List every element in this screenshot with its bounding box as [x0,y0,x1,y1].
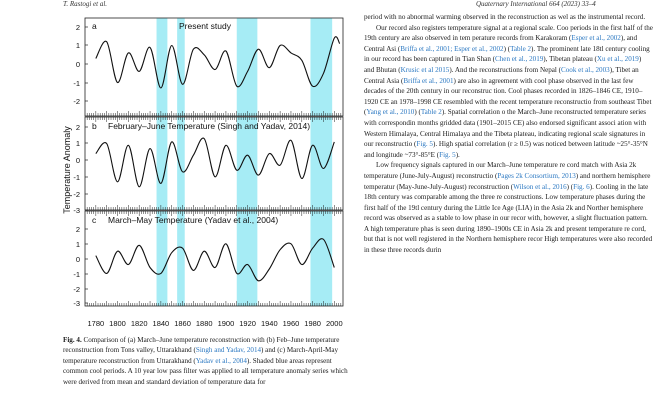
x-tick-label: 1940 [260,319,278,328]
y-tick-label: 2 [75,23,80,32]
cool-period-band [310,211,332,306]
x-tick-label: 2000 [325,319,343,328]
y-tick-label: -1 [73,173,80,182]
figure-link[interactable]: Fig. 5 [439,150,456,159]
citation-link[interactable]: Briffa et al., 2001 [403,76,454,85]
cool-period-band [237,18,258,116]
series-lines [96,37,340,281]
citation-link[interactable]: Yang et al., 2010 [366,108,415,117]
x-tick-label: 1800 [109,319,126,328]
body-text-column [364,12,653,404]
y-axis-label: Temperature Anomaly [62,126,72,214]
cool-period-band [237,211,258,306]
caption-label: Fig. 4. [63,336,82,344]
x-tick-label: 1880 [195,319,213,328]
y-tick-label: -3 [73,206,80,215]
citation-link[interactable]: Pages 2k Consortium, 2013 [497,171,576,180]
x-tick-label: 1900 [217,319,235,328]
x-tick-label: 1960 [282,319,300,328]
cool-period-band [177,18,185,116]
citation-link[interactable]: Briffa et al., 2001; Esper et al., 2002 [400,44,504,53]
y-tick-label: -1 [73,79,80,88]
paragraph: Low frequency signals captured in our March–June temperature re cord match with Asia 2k temperature (June-July-August) reconstructio (Pages 2k Consortium, 2013) and northern hemisphere temperatur (May-June-July-August) reconstruction (Wilson et al., 2016) (Fig. 6). Cooling in the late 18th century was comparable among the three re constructions. Low temperature phases during the first half of the 19tl century during the Little Ice Age (LIA) in the Asia 2k and Norther hemisphere record was observed as a stable to low phase in our recor with, however, a slight fluctuation pattern. A high temperature phas is seen during 1890–1900s CE in Asia 2k and present temperature re cord, but that is not well registered in the Northern hemisphere recor High temperatures were also recorded in these three records durin [364,161,653,255]
panel-labels [73,21,310,308]
x-tick-label: 1920 [239,319,256,328]
panel-title: March–May Temperature (Yadav et al., 2004) [108,215,279,225]
y-tick-label: -2 [73,190,80,199]
y-tick-label: 0 [75,60,80,69]
citation-link[interactable]: Xu et al., 2019 [596,55,639,64]
figure-link[interactable]: Fig. 6 [573,182,590,191]
cool-period-band [310,18,332,116]
cool-period-shading [157,18,333,306]
series-line [96,37,340,88]
panel-letter: b [92,121,97,131]
y-tick-label: 1 [75,139,80,148]
running-header-journal: Quaternary International 664 (2023) 33–4 [476,0,596,8]
table-link[interactable]: Table 2 [510,44,532,53]
y-tick-label: -1 [73,270,80,279]
panel-letter: a [92,21,97,31]
paragraph: Our record also registers temperature signal at a regional scale. Coo periods in the first half of the 19th century are also observed in tem perature records from Karakoram (Esper et al., 2002), and Central Asi (Briffa et al., 2001; Esper et al., 2002) (Table 2). The prominent late 18tl century cooling in our record has been captured in Tian Shan (Chen et al., 2019), Tibetan plateau (Xu et al., 2019) and Bhutan (Krusic et al 2015). And the reconstructions from Nepal (Cook et al., 2003), Tibet an Central Asia (Briffa et al., 2001) are also in agreement with cool phase observed in the last few decades of the 20th century in our reconstruc tion. Cool phases recorded in 1826–1846 CE, 1910–1920 CE an 1978–1998 CE resembled with the recent temperature reconstructio from southeast Tibet (Yang et al., 2010) (Table 2). Spatial correlation o the March–June reconstructed temperature series with correspondin months gridded data (1901–2015 CE) also endorsed significant associ ation with Western Himalaya, Central Himalaya and the Tibeta plateau, indicating regional scale signatures in our reconstructio (Fig. 5). High spatial correlation (r ≥ 0.5) was noticed between latitude ~25°-35°N and longitude ~73°-85°E (Fig. 5). [364,23,653,159]
temperature-comparison-figure [0,0,360,334]
x-tick-label: 1980 [304,319,321,328]
y-tick-label: 1 [75,240,80,249]
citation-link[interactable]: Chen et al., 2019 [495,55,544,64]
x-tick-label: 1780 [87,319,105,328]
panel-title: Present study [179,21,231,31]
y-tick-label: 0 [75,255,80,264]
citation-link[interactable]: Cook et al., 2003 [561,65,610,74]
citation-link[interactable]: Krusic et al 2015 [400,65,450,74]
citation-link[interactable]: Esper et al., 2002 [571,34,621,43]
y-tick-label: 0 [75,156,80,165]
y-tick-label: 2 [75,225,80,234]
y-tick-label: 1 [75,41,80,50]
x-tick-label: 1860 [174,319,191,328]
x-tick-label: 1840 [152,319,170,328]
table-link[interactable]: Table 2 [420,108,442,117]
series-line [96,239,334,281]
cool-period-band [310,117,332,210]
paragraph: period with no abnormal warming observed in the reconstruction as wel as the instrumental record. [364,13,646,21]
running-header-author: T. Rastogi et al. [63,0,108,8]
series-line [96,138,334,187]
cool-period-band [177,211,185,306]
y-tick-label: 2 [75,123,80,132]
x-tick-label: 1820 [130,319,148,328]
x-axis-tick-labels [87,319,342,328]
caption-citation-link[interactable]: Singh and Yadav, 2014 [195,346,262,355]
figure-link[interactable]: Fig. 5 [416,140,433,149]
y-tick-label: -2 [73,97,80,106]
cool-period-band [157,211,168,306]
y-tick-label: -2 [73,285,80,294]
citation-link[interactable]: Wilson et al., 2016 [513,182,567,191]
y-tick-label: -3 [73,299,80,308]
figure-caption: Fig. 4. Comparison of (a) March–June temperature reconstruction with (b) Feb–June temperature reconstruction from Tons valley, Uttarakhand (Singh and Yadav, 2014) and (c) March-April-May temperature reconstruction from Uttarakhand (Yadav et al., 2004). Shaded blue areas represent common cool periods. A 10 year low pass filter was applied to all temperature anomaly series which were derived from mean and standard deviation of temperature data for [63,336,348,386]
panel-title: February–June Temperature (Singh and Yadav, 2014) [108,121,311,131]
panel-letter: c [92,215,97,225]
caption-citation-link[interactable]: Yadav et al., 2004 [195,356,247,365]
